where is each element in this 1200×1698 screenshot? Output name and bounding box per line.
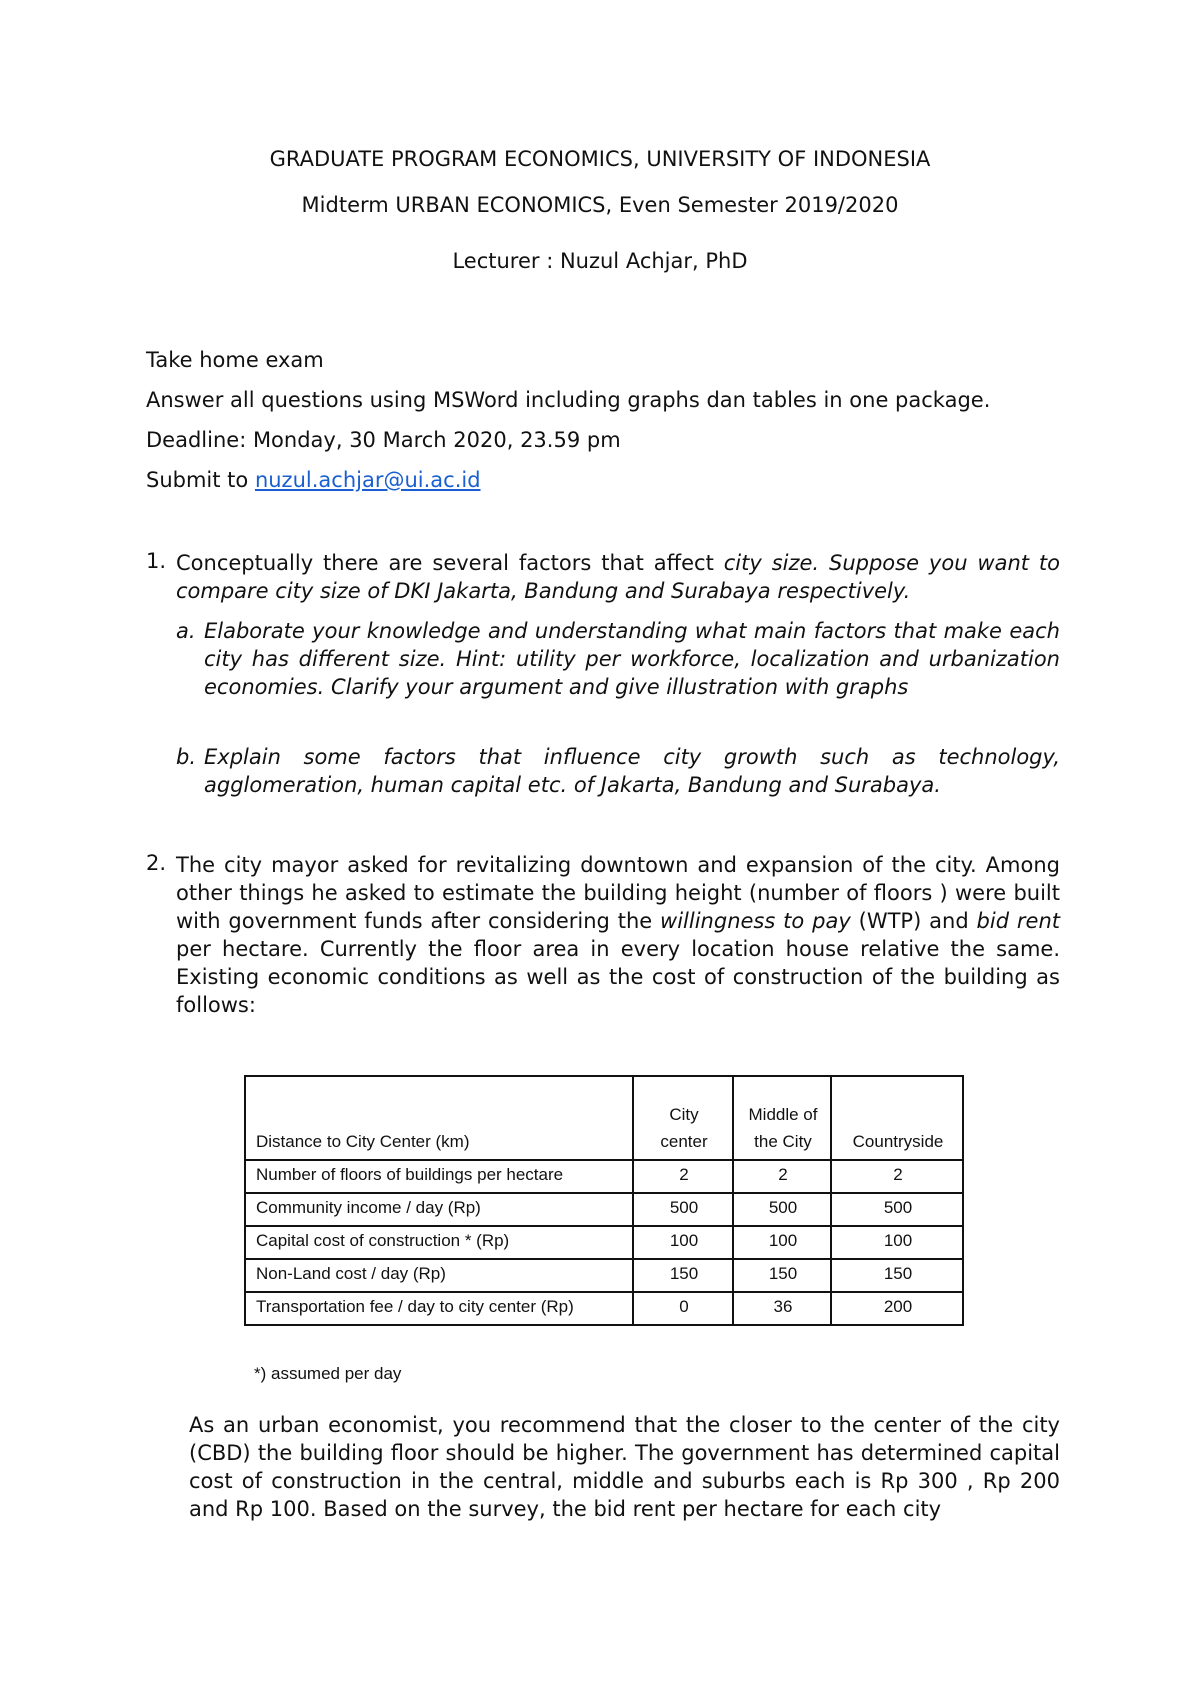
closing-paragraph: As an urban economist, you recommend that the closer to the center of the city (CBD) the building floor should be higher. The government has determined capital cost of construction in the central, middle and suburbs each is Rp 300 , Rp 200 and Rp 100. Based on the survey, the bid rent per hectare for each city	[189, 1413, 1060, 1521]
q1b-label: b.	[176, 745, 197, 769]
q1-text-part-b: city size. Suppose you want to compare city size of DKI Jakarta, Bandung and Surabaya respectively.	[176, 551, 1061, 603]
table-cell: 500	[633, 1193, 733, 1226]
q2-number: 2.	[146, 851, 167, 875]
table-cell: 2	[831, 1160, 963, 1193]
table-cell: 150	[633, 1259, 733, 1292]
q1b-text: Explain some factors that influence city growth such as technology, agglomeration, human capital etc. of Jakarta, Bandung and Surabaya.	[204, 745, 1060, 797]
q1a-text: Elaborate your knowledge and understanding what main factors that make each city has different size. Hint: utility per workforce, localization and urbanization economies. Clarify your argument and give illustration with graphs	[204, 619, 1060, 699]
table-row	[245, 1259, 963, 1292]
table-row	[245, 1292, 963, 1325]
q2-wtp: willingness to pay	[660, 909, 851, 933]
table-cell: Capital cost of construction * (Rp)	[245, 1226, 633, 1259]
table-cell: Transportation fee / day to city center (Rp)	[245, 1292, 633, 1325]
table-cell: 100	[633, 1226, 733, 1259]
table-cell: Community income / day (Rp)	[245, 1193, 633, 1226]
table-cell: 100	[733, 1226, 831, 1259]
q2-text-2: (WTP) and	[850, 909, 977, 933]
q1-text-part-a: Conceptually there are several factors that affect	[176, 551, 724, 575]
table-header-cell: Countryside	[831, 1076, 963, 1160]
table-cell: 200	[831, 1292, 963, 1325]
deadline: Deadline: Monday, 30 March 2020, 23.59 pm	[146, 428, 621, 452]
table-row	[245, 1226, 963, 1259]
table-cell: 2	[633, 1160, 733, 1193]
table-cell: 500	[831, 1193, 963, 1226]
table-cell: 100	[831, 1226, 963, 1259]
submit-line	[146, 468, 481, 492]
table-cell: 2	[733, 1160, 831, 1193]
q2-text	[176, 851, 1060, 1019]
submit-label: Submit to	[146, 468, 255, 492]
header-course: Midterm URBAN ECONOMICS, Even Semester 2019/2020	[301, 193, 899, 217]
table-cell: 0	[633, 1292, 733, 1325]
table-row	[245, 1193, 963, 1226]
table-header-row	[245, 1076, 963, 1160]
cost-table	[244, 1075, 964, 1326]
q1-text	[176, 549, 1060, 605]
take-home-label: Take home exam	[146, 348, 324, 372]
table-row	[245, 1160, 963, 1193]
q2-bid-rent: bid rent	[976, 909, 1060, 933]
table-footnote: *) assumed per day	[254, 1364, 402, 1383]
header-lecturer: Lecturer : Nuzul Achjar, PhD	[452, 249, 748, 273]
table-header-cell: Middle of the City	[733, 1076, 831, 1160]
table-cell: Number of floors of buildings per hectare	[245, 1160, 633, 1193]
table-cell: Non-Land cost / day (Rp)	[245, 1259, 633, 1292]
table-header-cell: Distance to City Center (km)	[245, 1076, 633, 1160]
table-header-cell: City center	[633, 1076, 733, 1160]
submit-email-link[interactable]: nuzul.achjar@ui.ac.id	[254, 468, 481, 492]
q1a-label: a.	[176, 619, 196, 643]
table-cell: 150	[733, 1259, 831, 1292]
answer-instruction: Answer all questions using MSWord including graphs dan tables in one package.	[146, 388, 991, 412]
table-cell: 36	[733, 1292, 831, 1325]
table-cell: 500	[733, 1193, 831, 1226]
q2-text-3: per hectare. Currently the floor area in every location house relative the same. Existing economic conditions as well as the cost of construction of the building as follows:	[176, 937, 1060, 1017]
q2-text-1: The city mayor asked for revitalizing downtown and expansion of the city. Among other things he asked to estimate the building height (number of floors ) were built with government funds after considering the	[176, 853, 1060, 933]
header-institution: GRADUATE PROGRAM ECONOMICS, UNIVERSITY OF INDONESIA	[269, 147, 931, 171]
table-cell: 150	[831, 1259, 963, 1292]
q1-number: 1.	[146, 549, 167, 573]
